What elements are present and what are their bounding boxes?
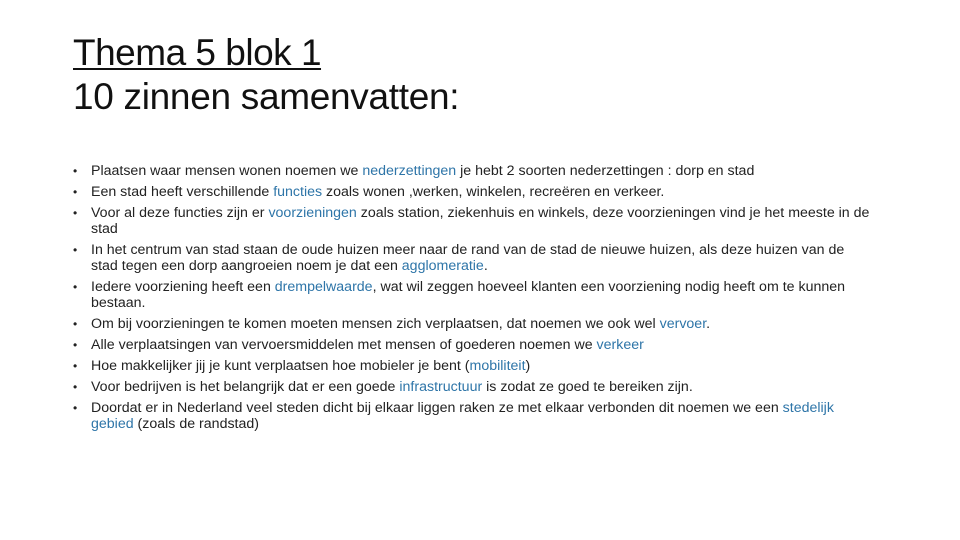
bullet-text: Doordat er in Nederland veel steden dicht bij elkaar liggen raken ze met elkaar verbonden dit noemen we een (91, 400, 783, 416)
highlighted-term: nederzettingen (362, 163, 457, 179)
bullet-text: Een stad heeft verschillende (91, 184, 274, 200)
slide-subtitle: 10 zinnen samenvatten: (73, 76, 460, 117)
bullet-item (73, 205, 873, 237)
highlighted-term: vervoer (659, 316, 707, 332)
bullet-text: ) (525, 358, 531, 374)
bullet-item (73, 279, 873, 311)
highlighted-term: infrastructuur (399, 379, 483, 395)
bullet-text: is zodat ze goed te bereiken zijn. (482, 379, 693, 395)
bullet-item (73, 379, 873, 395)
bullet-text: . (706, 316, 711, 332)
bullet-item (73, 358, 873, 374)
highlighted-term: drempelwaarde (274, 279, 373, 295)
bullet-text: zoals station, ziekenhuis en winkels, deze voorzieningen vind je het meeste in de stad (91, 205, 870, 237)
bullet-item (73, 400, 873, 432)
highlighted-term: functies (273, 184, 323, 200)
bullet-text: je hebt 2 soorten nederzettingen : dorp en stad (456, 163, 755, 179)
bullet-item (73, 163, 873, 179)
bullet-text: Voor bedrijven is het belangrijk dat er een goede (91, 379, 400, 395)
bullet-text: Hoe makkelijker jij je kunt verplaatsen hoe mobieler je bent ( (91, 358, 470, 374)
bullet-text: , wat wil zeggen hoeveel klanten een voorziening nodig heeft om te kunnen bestaan. (91, 279, 846, 311)
bullet-text: Plaatsen waar mensen wonen noemen we (91, 163, 363, 179)
bullet-text: Iedere voorziening heeft een (91, 279, 275, 295)
bullet-text: Voor al deze functies zijn er (91, 205, 269, 221)
slide-title: Thema 5 blok 1 (73, 32, 322, 73)
bullet-text: Alle verplaatsingen van vervoersmiddelen met mensen of goederen noemen we (91, 337, 597, 353)
highlighted-term: agglomeratie (401, 258, 484, 274)
highlighted-term: voorzieningen (268, 205, 357, 221)
highlighted-term: mobiliteit (469, 358, 526, 374)
bullet-text: Om bij voorzieningen te komen moeten mensen zich verplaatsen, dat noemen we ook wel (91, 316, 660, 332)
bullet-item (73, 242, 873, 274)
bullet-text: zoals wonen ,werken, winkelen, recreëren en verkeer. (322, 184, 665, 200)
bullet-item (73, 316, 873, 332)
highlighted-term: stedelijk gebied (91, 400, 834, 432)
bullet-list (73, 163, 873, 437)
title-block (73, 30, 893, 118)
bullet-item (73, 337, 873, 353)
bullet-text: . (483, 258, 488, 274)
bullet-text: (zoals de randstad) (133, 416, 259, 432)
bullet-item (73, 184, 873, 200)
bullet-text: In het centrum van stad staan de oude huizen meer naar de rand van de stad de nieuwe huizen, als deze huizen van de stad tegen een dorp aangroeien noem je dat een (91, 242, 845, 274)
highlighted-term: verkeer (596, 337, 644, 353)
